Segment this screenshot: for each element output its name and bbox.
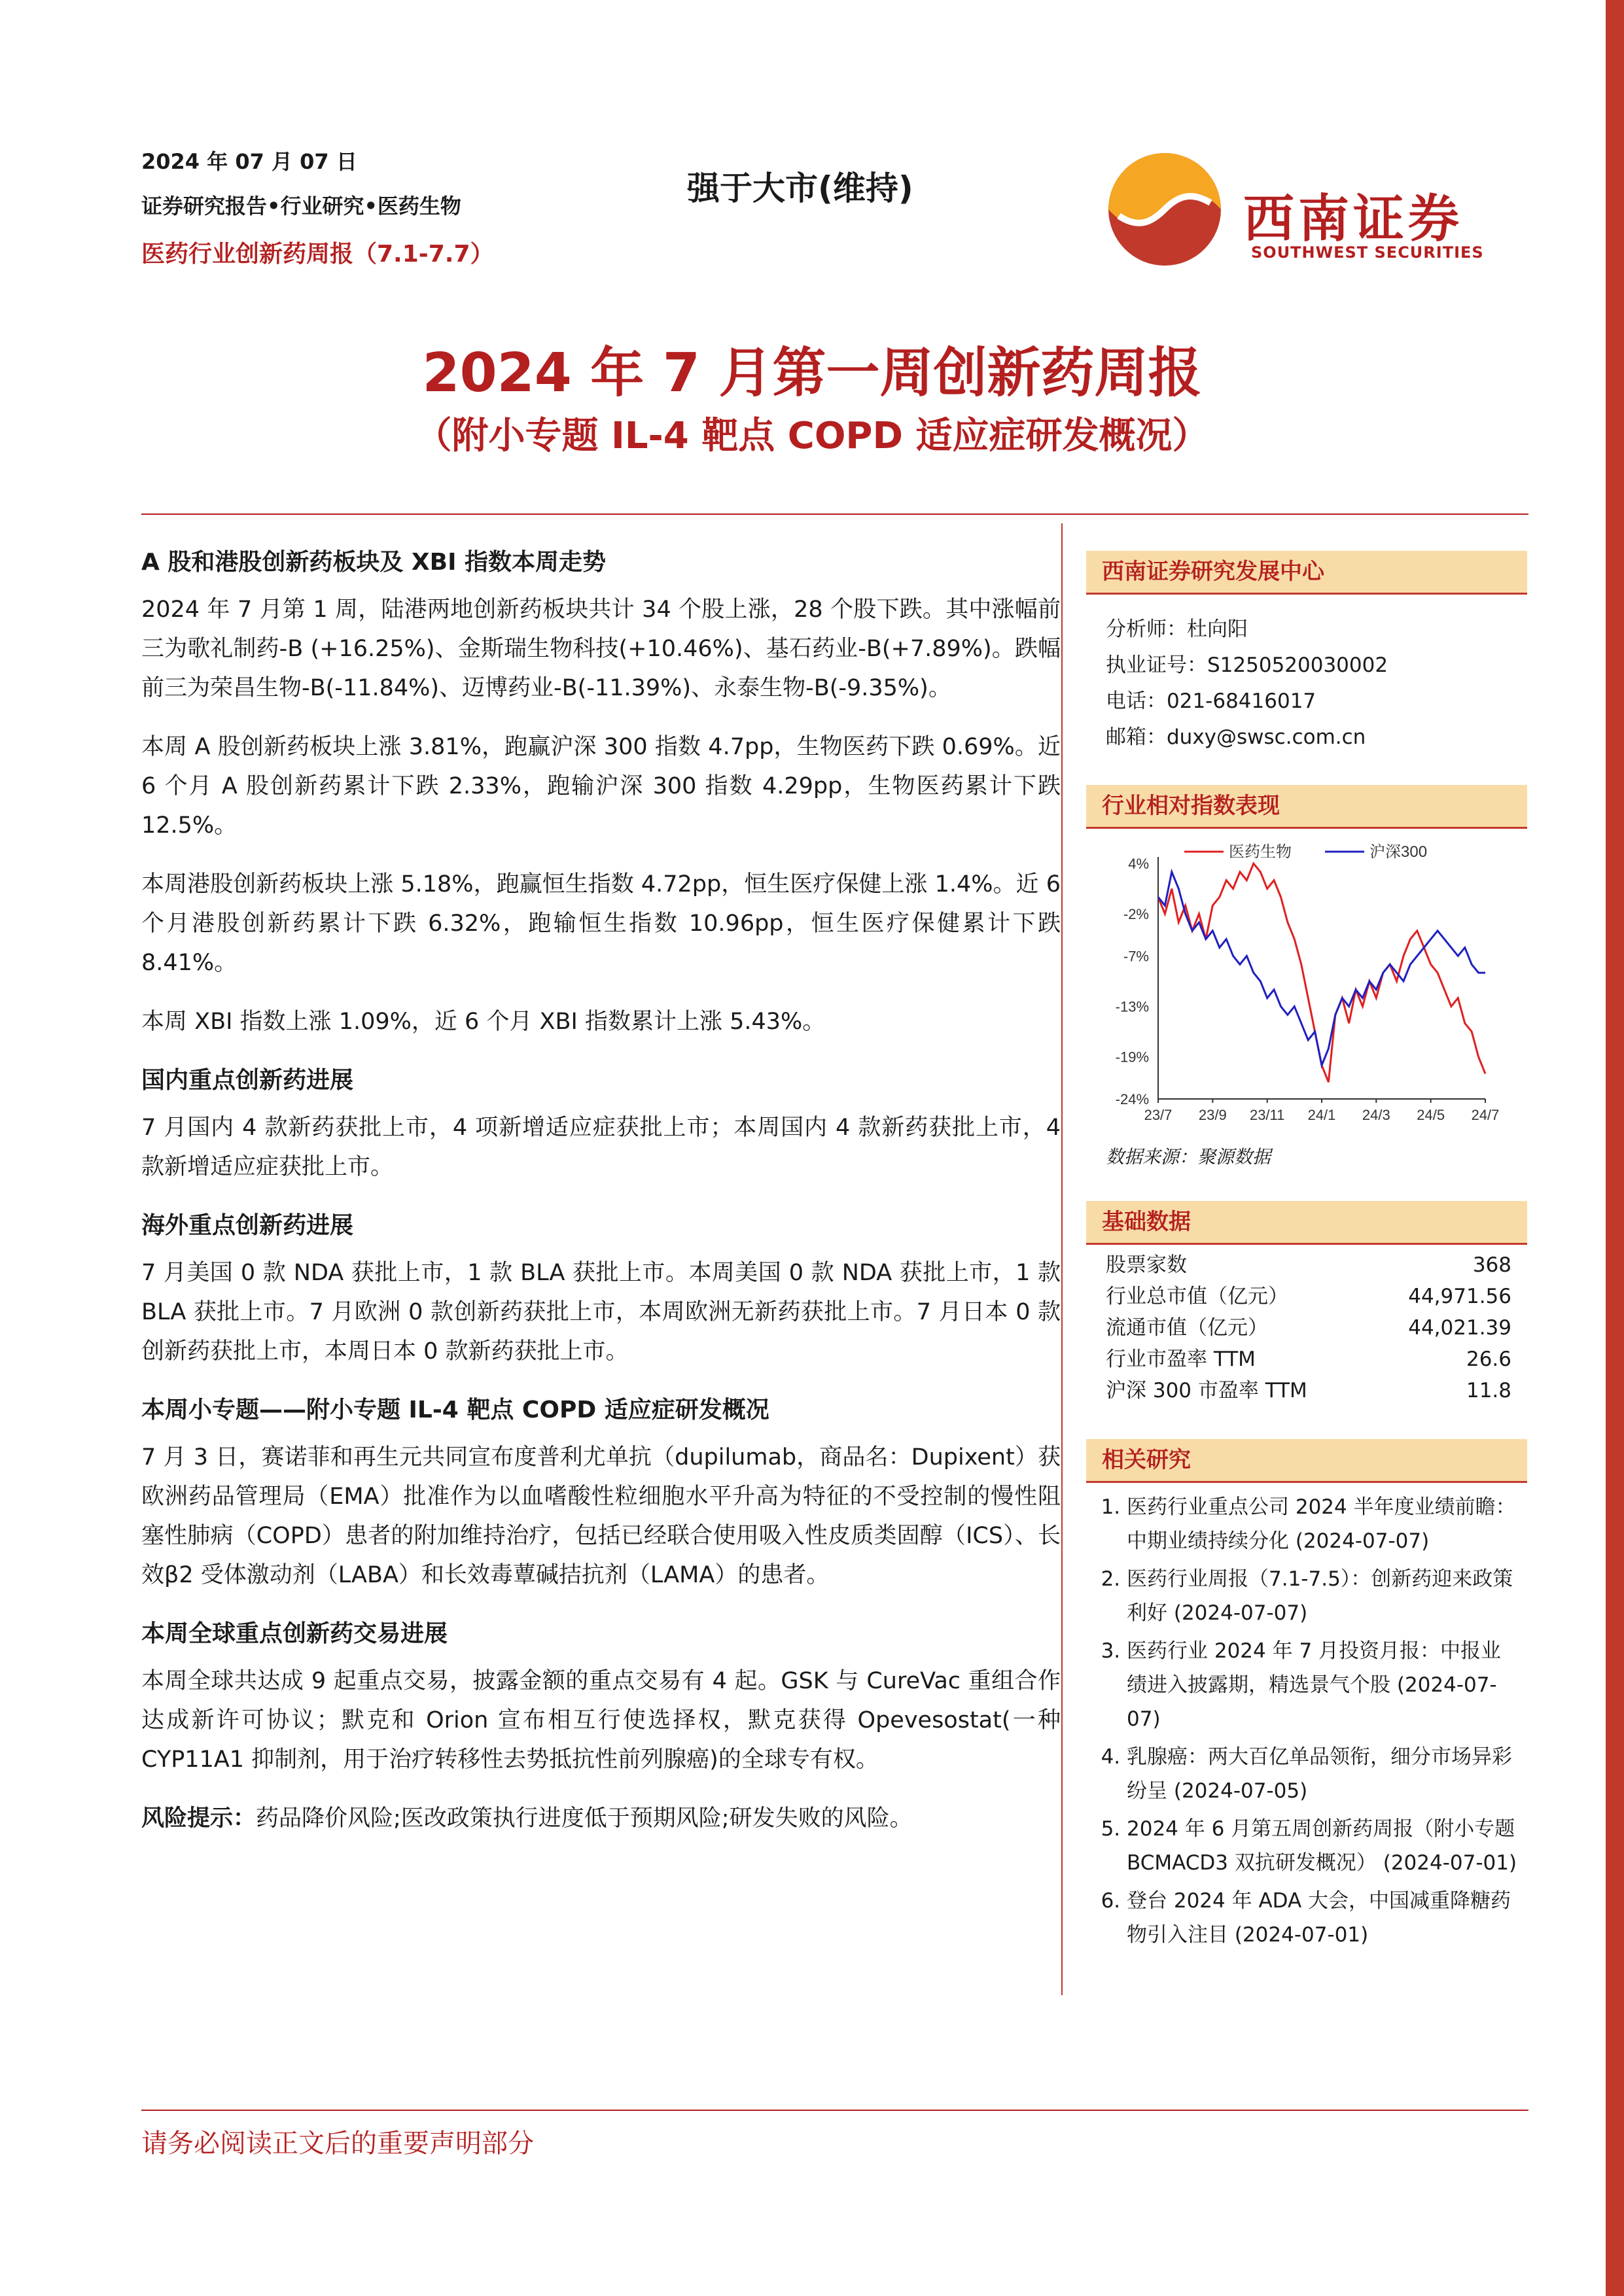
y-tick-label: -24% (1115, 1091, 1149, 1107)
analyst-name: 分析师：杜向阳 (1106, 617, 1248, 641)
y-tick-label: -19% (1115, 1049, 1149, 1066)
section-heading: 海外重点创新药进展 (141, 1212, 354, 1239)
data-source: 数据来源：聚源数据 (1106, 1146, 1271, 1168)
row-label: 行业市盈率 TTM (1106, 1348, 1256, 1371)
y-tick-label: 4% (1128, 856, 1149, 872)
x-tick-label: 23/11 (1249, 1107, 1285, 1123)
table-row (1106, 1312, 1511, 1344)
list-item[interactable]: 3. 医药行业 2024 年 7 月投资月报：中报业绩进入披露期，精选景气个股 (2024-07-07) (1127, 1634, 1518, 1736)
section-heading: 本周小专题——附小专题 IL-4 靶点 COPD 适应症研发概况 (141, 1397, 769, 1423)
section-heading: 本周全球重点创新药交易进展 (141, 1620, 448, 1647)
analyst-license: 执业证号：S1250520030002 (1106, 653, 1388, 677)
series-line-2 (1158, 872, 1485, 1066)
section-heading: 国内重点创新药进展 (141, 1067, 354, 1094)
row-label: 股票家数 (1106, 1253, 1187, 1277)
legend-label: 沪深300 (1369, 843, 1428, 861)
index-chart (1086, 837, 1511, 1125)
paragraph: 本周港股创新药板块上涨 5.18%，跑赢恒生指数 4.72pp，恒生医疗保健上涨 1.4%。近 6 个月港股创新药累计下跌 6.32%，跑输恒生指数 10.96pp，恒生医疗保健累计下跌 8.41%。 (141, 871, 1061, 976)
analyst-email[interactable]: 邮箱：duxy@swsc.com.cn (1106, 725, 1366, 749)
series-line-1 (1158, 863, 1485, 1082)
paragraph: 本周 A 股创新药板块上涨 3.81%，跑赢沪深 300 指数 4.7pp，生物医药下跌 0.69%。近 6 个月 A 股创新药累计下跌 2.33%，跑输沪深 300 指数 4.29pp，生物医药累计下跌 12.5%。 (141, 734, 1061, 839)
report-date: 2024 年 07 月 07 日 (141, 149, 357, 174)
footer-note: 请务必阅读正文后的重要声明部分 (141, 2129, 534, 2159)
x-tick-label: 23/7 (1144, 1107, 1173, 1123)
x-tick-label: 24/5 (1417, 1107, 1445, 1123)
list-item[interactable]: 1. 医药行业重点公司 2024 半年度业绩前瞻：中期业绩持续分化 (2024-07-07) (1127, 1490, 1518, 1558)
table-row (1106, 1281, 1511, 1312)
main-column (141, 543, 1061, 1858)
row-label: 行业总市值（亿元） (1106, 1285, 1288, 1308)
divider-bottom (141, 2110, 1528, 2111)
related-research-list (1099, 1490, 1518, 1956)
index-chart-header: 行业相对指数表现 (1086, 785, 1527, 829)
list-item[interactable]: 6. 登台 2024 年 ADA 大会，中国减重降糖药物引入注目 (2024-07-01) (1127, 1884, 1518, 1952)
paragraph: 本周全球共达成 9 起重点交易，披露金额的重点交易有 4 起。GSK 与 CureVac 重组合作达成新许可协议；默克和 Orion 宣布相互行使选择权，默克获得 Opevesostat(一种 CYP11A1 抑制剂，用于治疗转移性去势抵抗性前列腺癌)的全球专有权。 (141, 1668, 1061, 1773)
report-series: 医药行业创新药周报（7.1-7.7） (141, 241, 494, 268)
list-item[interactable]: 2. 医药行业周报（7.1-7.5）：创新药迎来政策利好 (2024-07-07) (1127, 1562, 1518, 1630)
paragraph: 7 月 3 日，赛诺菲和再生元共同宣布度普利尤单抗（dupilumab，商品名：Dupixent）获欧洲药品管理局（EMA）批准作为以血嗜酸性粒细胞水平升高为特征的不受控制的慢性阻塞性肺病（COPD）患者的附加维持治疗，包括已经联合使用吸入性皮质类固醇（ICS）、长效β2 受体激动剂（LABA）和长效毒蕈碱拮抗剂（LAMA）的患者。 (141, 1444, 1061, 1588)
logo-icon (1106, 150, 1224, 268)
y-tick-label: -7% (1123, 948, 1149, 965)
table-row (1106, 1344, 1511, 1375)
row-value: 368 (1472, 1253, 1511, 1277)
report-category: 证券研究报告•行业研究•医药生物 (141, 194, 461, 218)
divider-top (141, 513, 1528, 515)
paragraph: 本周 XBI 指数上涨 1.09%，近 6 个月 XBI 指数累计上涨 5.43%。 (141, 1009, 826, 1035)
related-research-header: 相关研究 (1086, 1439, 1527, 1483)
basic-data-table (1106, 1249, 1511, 1406)
x-tick-label: 24/3 (1362, 1107, 1390, 1123)
x-tick-label: 23/9 (1198, 1107, 1227, 1123)
row-value: 44,971.56 (1408, 1285, 1511, 1308)
table-row (1106, 1249, 1511, 1281)
analyst-phone: 电话：021-68416017 (1106, 689, 1316, 713)
paragraph: 7 月美国 0 款 NDA 获批上市，1 款 BLA 获批上市。本周美国 0 款 NDA 获批上市，1 款 BLA 获批上市。7 月欧洲 0 款创新药获批上市，本周欧洲无新药获批上市。7 月日本 0 款创新药获批上市，本周日本 0 款新药获批上市。 (141, 1260, 1061, 1365)
logo-text: 西南证券 (1243, 189, 1464, 249)
row-label: 沪深 300 市盈率 TTM (1106, 1379, 1307, 1402)
paragraph: 7 月国内 4 款新药获批上市，4 项新增适应症获批上市；本周国内 4 款新药获批上市，4 款新增适应症获批上市。 (141, 1115, 1061, 1180)
rating: 强于大市(维持) (687, 169, 913, 207)
paragraph: 2024 年 7 月第 1 周，陆港两地创新药板块共计 34 个股上涨，28 个股下跌。其中涨幅前三为歌礼制药-B (+16.25%)、金斯瑞生物科技(+10.46%)、基石药业-B(+7.89%)。跌幅前三为荣昌生物-B(-11.84%)、迈博药业-B(-11.39%)、永泰生物-B(-9.35%)。 (141, 597, 1061, 701)
research-center-header: 西南证券研究发展中心 (1086, 551, 1527, 595)
section-heading: A 股和港股创新药板块及 XBI 指数本周走势 (141, 549, 607, 576)
list-item[interactable]: 5. 2024 年 6 月第五周创新药周报（附小专题 BCMACD3 双抗研发概况） (2024-07-01) (1127, 1812, 1518, 1880)
list-item[interactable]: 4. 乳腺癌：两大百亿单品领衔，细分市场异彩纷呈 (2024-07-05) (1127, 1740, 1518, 1808)
legend-label: 医药生物 (1229, 843, 1292, 861)
risk-note (141, 1799, 1061, 1838)
report-title: 2024 年 7 月第一周创新药周报 (422, 342, 1202, 404)
risk-text: 药品降价风险;医改政策执行进度低于预期风险;研发失败的风险。 (256, 1805, 913, 1832)
logo-subtext: SOUTHWEST SECURITIES (1251, 243, 1484, 262)
analyst-info (1106, 612, 1388, 756)
y-tick-label: -2% (1123, 906, 1149, 923)
report-subtitle: （附小专题 IL-4 靶点 COPD 适应症研发概况） (415, 415, 1209, 457)
divider-vertical (1061, 523, 1063, 1995)
table-row (1106, 1375, 1511, 1406)
risk-label: 风险提示： (141, 1805, 256, 1832)
x-tick-label: 24/1 (1307, 1107, 1336, 1123)
row-label: 流通市值（亿元） (1106, 1316, 1268, 1340)
x-tick-label: 24/7 (1471, 1107, 1500, 1123)
row-value: 26.6 (1466, 1348, 1511, 1371)
row-value: 11.8 (1466, 1379, 1511, 1402)
basic-data-header: 基础数据 (1086, 1201, 1527, 1245)
y-tick-label: -13% (1115, 998, 1149, 1015)
row-value: 44,021.39 (1408, 1316, 1511, 1340)
